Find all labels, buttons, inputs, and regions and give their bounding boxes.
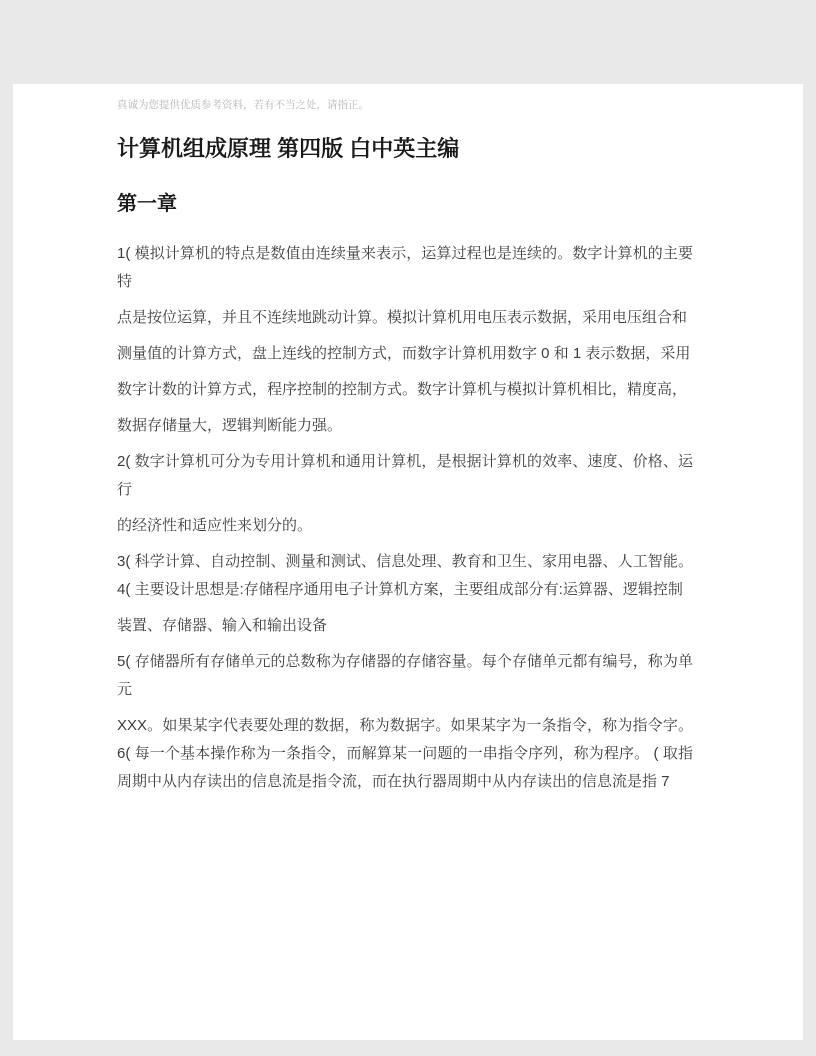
paragraph: 数字计数的计算方式，程序控制的控制方式。数字计算机与模拟计算机相比，精度高， [117, 381, 688, 398]
paragraph: 数据存储量大，逻辑判断能力强。 [117, 417, 343, 434]
document-title: 计算机组成原理 第四版 白中英主编 [117, 136, 460, 161]
paragraph: 点是按位运算，并且不连续地跳动计算。模拟计算机用电压表示数据，采用电压组合和 [117, 309, 688, 326]
page-content [13, 84, 803, 796]
document-page [13, 84, 803, 1040]
paragraph: 测量值的计算方式，盘上连线的控制方式，而数字计算机用数字 0 和 1 表示数据，采用 [117, 345, 691, 362]
paragraph: 装置、存储器、输入和输出设备 [117, 617, 328, 634]
paragraph: 1( 模拟计算机的特点是数值由连续量来表示，运算过程也是连续的。数字计算机的主要特 [117, 245, 693, 290]
paragraph: 3( 科学计算、自动控制、测量和测试、信息处理、教育和卫生、家用电器、人工智能。 4( 主要设计思想是:存储程序通用电子计算机方案，主要组成部分有:运算器、逻辑控制 [117, 553, 693, 598]
paragraph: 的经济性和适应性来划分的。 [117, 517, 313, 534]
notice-text: 真诚为您提供优质参考资料，若有不当之处，请指正。 [117, 99, 369, 111]
paragraph: XXX。如果某字代表要处理的数据，称为数据字。如果某字为一条指令，称为指令字。 6( 每一个基本操作称为一条指令，而解算某一问题的一串指令序列，称为程序。 ( 取指周期中从内存读出的信息流是指令流，而在执行器周期中从内存读出的信息流是指 7 [117, 717, 693, 790]
body-paragraphs [117, 240, 693, 796]
paragraph: 5( 存储器所有存储单元的总数称为存储器的存储容量。每个存储单元都有编号，称为单元 [117, 653, 693, 698]
chapter-heading: 第一章 [117, 193, 177, 215]
paragraph: 2( 数字计算机可分为专用计算机和通用计算机，是根据计算机的效率、速度、价格、运行 [117, 453, 693, 498]
